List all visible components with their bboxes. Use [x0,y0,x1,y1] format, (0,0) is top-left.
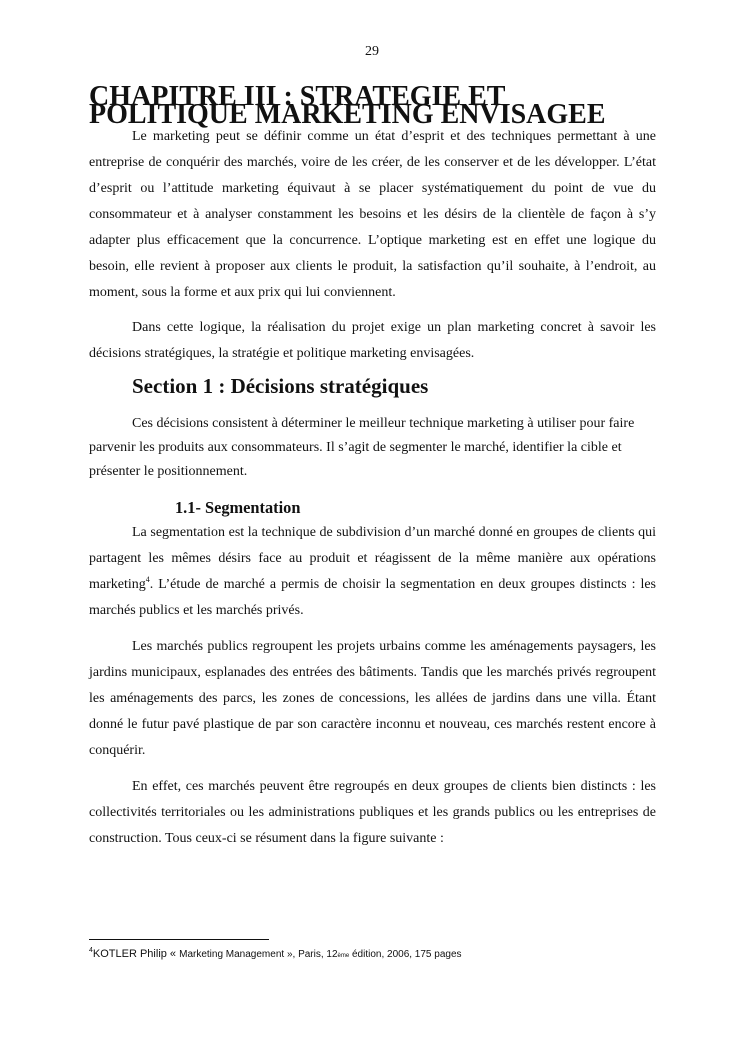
segmentation-paragraph-1 [89,520,656,624]
footnote-book-title: Marketing Management [179,949,285,960]
segmentation-paragraph-2: Les marchés publics regroupent les projets urbains comme les aménagements paysagers, les jardins municipaux, esplanades des entrées des bâtiments. Tandis que les marchés privés regroupent les aménagements des parcs, les zones de concessions, les allées de jardins dans une villa. Étant donné le futur pavé plastique de par son caractère inconnu et nouveau, ces marchés restent encore à conquérir. [89,639,656,759]
segmentation-text-after-note: . L’étude de marché a permis de choisir la segmentation en deux groupes distincts : les marchés publics et les marchés privés. [89,577,656,619]
footnote-edition-details: édition, 2006, 175 pages [349,949,462,960]
footnote-edition-suffix: ème [337,953,350,959]
segmentation-text-before-note: La segmentation est la technique de subdivision d’un marché donné en groupes de clients qui partagent les mêmes désirs face au produit et réagissent de la même manière aux opérations marketing [89,525,656,593]
page-number: 29 [365,44,379,59]
chapter-title: CHAPITRE III : STRATEGIE ET POLITIQUE MARKETING ENVISAGEE [89,81,606,130]
intro-paragraph: Le marketing peut se définir comme un état d’esprit et des techniques permettant à une entreprise de conquérir des marchés, voire de les créer, de les conserver et de les développer. L’état d’esprit ou l’attitude marketing équivaut à se placer systématiquement du point de vue du consommateur et à analyser constamment les besoins et les désirs de la clientèle de façon à s’y adapter plus efficacement que la concurrence. L’optique marketing est en effet une logique du besoin, elle revient à proposer aux clients le produit, la satisfaction qu’il souhaite, à l’endroit, au moment, sous la forme et aux prix qui lui conviennent. [89,129,656,300]
section-1-title: Section 1 : Décisions stratégiques [132,374,429,398]
subsection-1-1-title: 1.1- Segmentation [175,498,301,518]
logic-paragraph: Dans cette logique, la réalisation du projet exige un plan marketing concret à savoir les décisions stratégiques, la stratégie et politique marketing envisagées. [89,320,656,361]
footnote [89,946,462,964]
footnote-separator [89,939,269,940]
segmentation-paragraph-3: En effet, ces marchés peuvent être regroupés en deux groupes de clients bien distincts : les collectivités territoriales ou les administrations publiques et les grands publics ou les entreprises de construction. Tous ceux-ci se résument dans la figure suivante : [89,779,656,847]
footnote-author: KOTLER Philip « [92,948,180,960]
page-content [89,81,656,852]
footnote-reference: 4 [145,575,150,585]
footnote-place: », Paris, 12 [284,949,338,960]
section-1-paragraph: Ces décisions consistent à déterminer le meilleur technique marketing à utiliser pour faire parvenir les produits aux consommateurs. Il s’agit de segmenter le marché, identifier la cible et présenter le positionnement. [89,416,635,480]
footnote-mark: 4 [89,947,93,954]
